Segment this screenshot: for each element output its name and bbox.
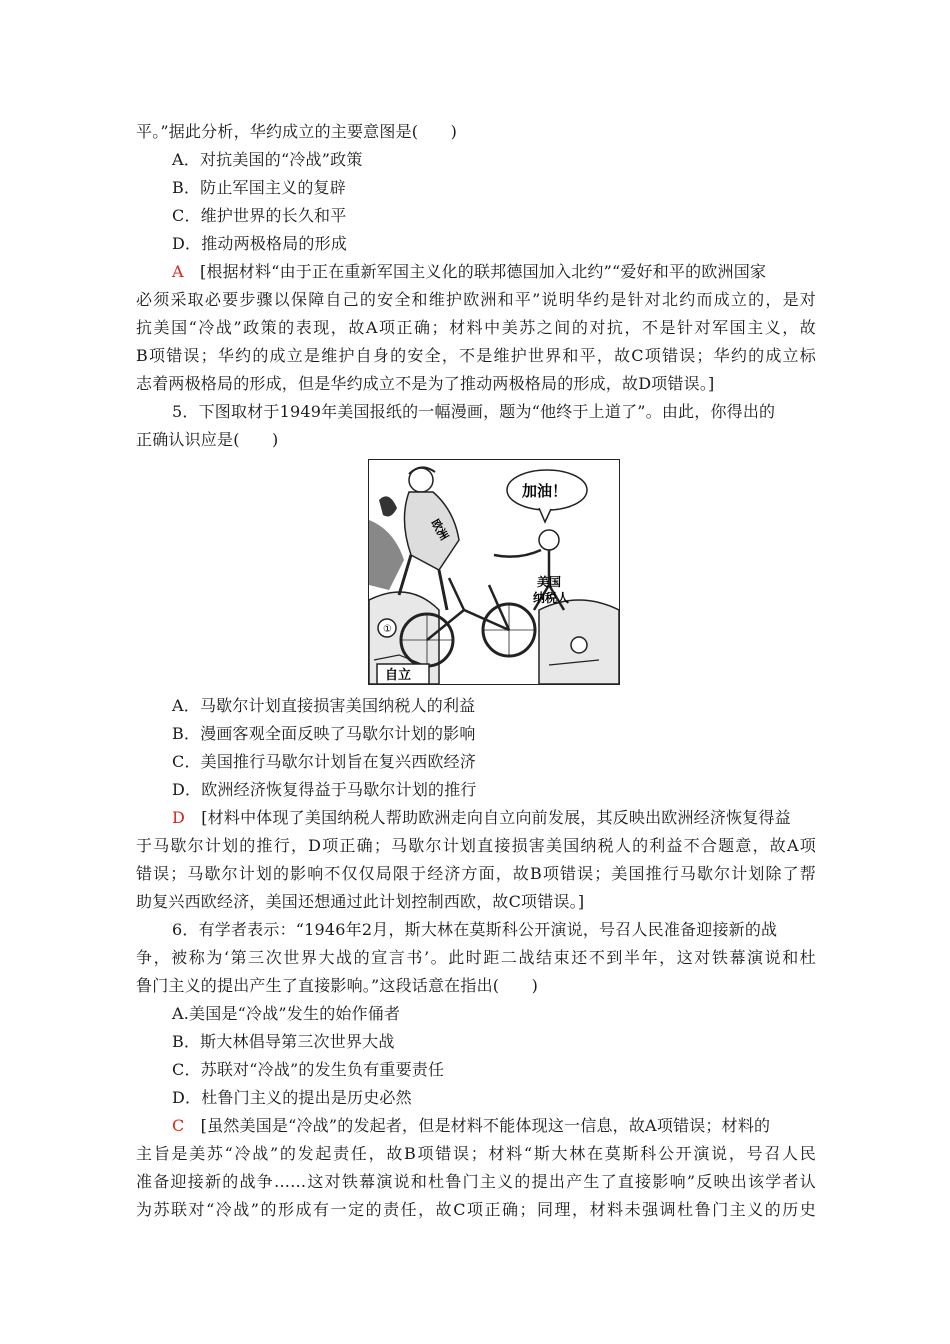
q4-option-d: D．推动两极格局的形成 [172, 234, 348, 253]
q5-option-b: B．漫画客观全面反映了马歇尔计划的影响 [172, 724, 476, 743]
q4-explanation-line-4: B项错误；华约的成立是维护自身的安全，不是维护世界和平，故C项错误；华约的成立标 [136, 346, 816, 365]
q6-stem-line-1: 6．有学者表示：“1946年2月，斯大林在莫斯科公开演说，号召人民准备迎接新的战 [172, 920, 778, 939]
q6-stem-line-3: 鲁门主义的提出产生了直接影响。”这段话意在指出( ) [136, 976, 539, 995]
q6-stem-line-2: 争，被称为‘第三次世界大战的宣言书’。此时距二战结束还不到半年，这对铁幕演说和杜 [136, 948, 816, 967]
q6-option-b: B．斯大林倡导第三次世界大战 [172, 1032, 395, 1051]
svg-text:①: ① [383, 624, 392, 635]
q5-explanation-line-4: 助复兴西欧经济，美国还想通过此计划控制西欧，故C项错误。] [136, 892, 585, 911]
cartoon-helper-label-2: 纳税人 [533, 591, 570, 605]
q4-option-b: B．防止军国主义的复辟 [172, 178, 346, 197]
q5-answer: D [172, 808, 186, 827]
q6-option-a: A.美国是“冷战”发生的始作俑者 [172, 1004, 401, 1023]
q6-explanation-line-3: 准备迎接新的战争……这对铁幕演说和杜鲁门主义的提出产生了直接影响”反映出该学者认 [136, 1172, 816, 1191]
q4-explanation-line-3: 抗美国“冷战”政策的表现，故A项正确；材料中美苏之间的对抗，不是针对军国主义，故 [136, 318, 816, 337]
cartoon-image [368, 459, 620, 685]
q4-explanation-line-2: 必须采取必要步骤以保障自己的安全和维护欧洲和平”说明华约是针对北约而成立的，是对 [136, 290, 816, 309]
q4-option-c: C．维护世界的长久和平 [172, 206, 347, 225]
cartoon-rider-label: 欧洲 [428, 517, 451, 543]
q5-stem-line-2: 正确认识应是( ) [136, 430, 279, 449]
cartoon-bike-label: 自立 [385, 668, 412, 683]
q5-explanation-line-2: 于马歇尔计划的推行，D项正确；马歇尔计划直接损害美国纳税人的利益不合题意，故A项 [136, 836, 816, 855]
q5-stem-line-1: 5．下图取材于1949年美国报纸的一幅漫画，题为“他终于上道了”。由此，你得出的 [172, 402, 776, 421]
q5-explanation-line-1: D [材料中体现了美国纳税人帮助欧洲走向自立向前发展，其反映出欧洲经济恢复得益 [172, 808, 791, 827]
q6-option-d: D．杜鲁门主义的提出是历史必然 [172, 1088, 412, 1107]
q5-explanation-line-3: 错误；马歇尔计划的影响不仅仅局限于经济方面，故B项错误；美国推行马歇尔计划除了帮 [136, 864, 816, 883]
q5-option-d: D．欧洲经济恢复得益于马歇尔计划的推行 [172, 780, 477, 799]
q6-explanation-line-1: C [虽然美国是“冷战”的发起者，但是材料不能体现这一信息，故A项错误；材料的 [172, 1116, 771, 1135]
cartoon-helper-label-1: 美国 [537, 575, 562, 589]
q4-explanation-line-1: A [根据材料“由于正在重新军国主义化的联邦德国加入北约”“爱好和平的欧洲国家 [172, 262, 767, 281]
q6-answer: C [172, 1116, 185, 1135]
q4-explanation-line-5: 志着两极格局的形成，但是华约成立不是为了推动两极格局的形成，故D项错误。] [136, 374, 715, 393]
q5-option-a: A．马歇尔计划直接损害美国纳税人的利益 [172, 696, 476, 715]
q6-explanation-line-4: 为苏联对“冷战”的形成有一定的责任，故C项正确；同理，材料未强调杜鲁门主义的历史 [136, 1200, 816, 1219]
q4-option-a: A．对抗美国的“冷战”政策 [172, 150, 363, 169]
q6-option-c: C．苏联对“冷战”的发生负有重要责任 [172, 1060, 445, 1079]
q5-option-c: C．美国推行马歇尔计划旨在复兴西欧经济 [172, 752, 477, 771]
q4-stem-tail: 平。”据此分析，华约成立的主要意图是( ) [136, 122, 458, 141]
q6-explanation-line-2: 主旨是美苏“冷战”的发起责任，故B项错误；材料“斯大林在莫斯科公开演说，号召人民 [136, 1144, 816, 1163]
cartoon-speech: 加油！ [522, 482, 568, 500]
q4-answer: A [172, 262, 184, 281]
